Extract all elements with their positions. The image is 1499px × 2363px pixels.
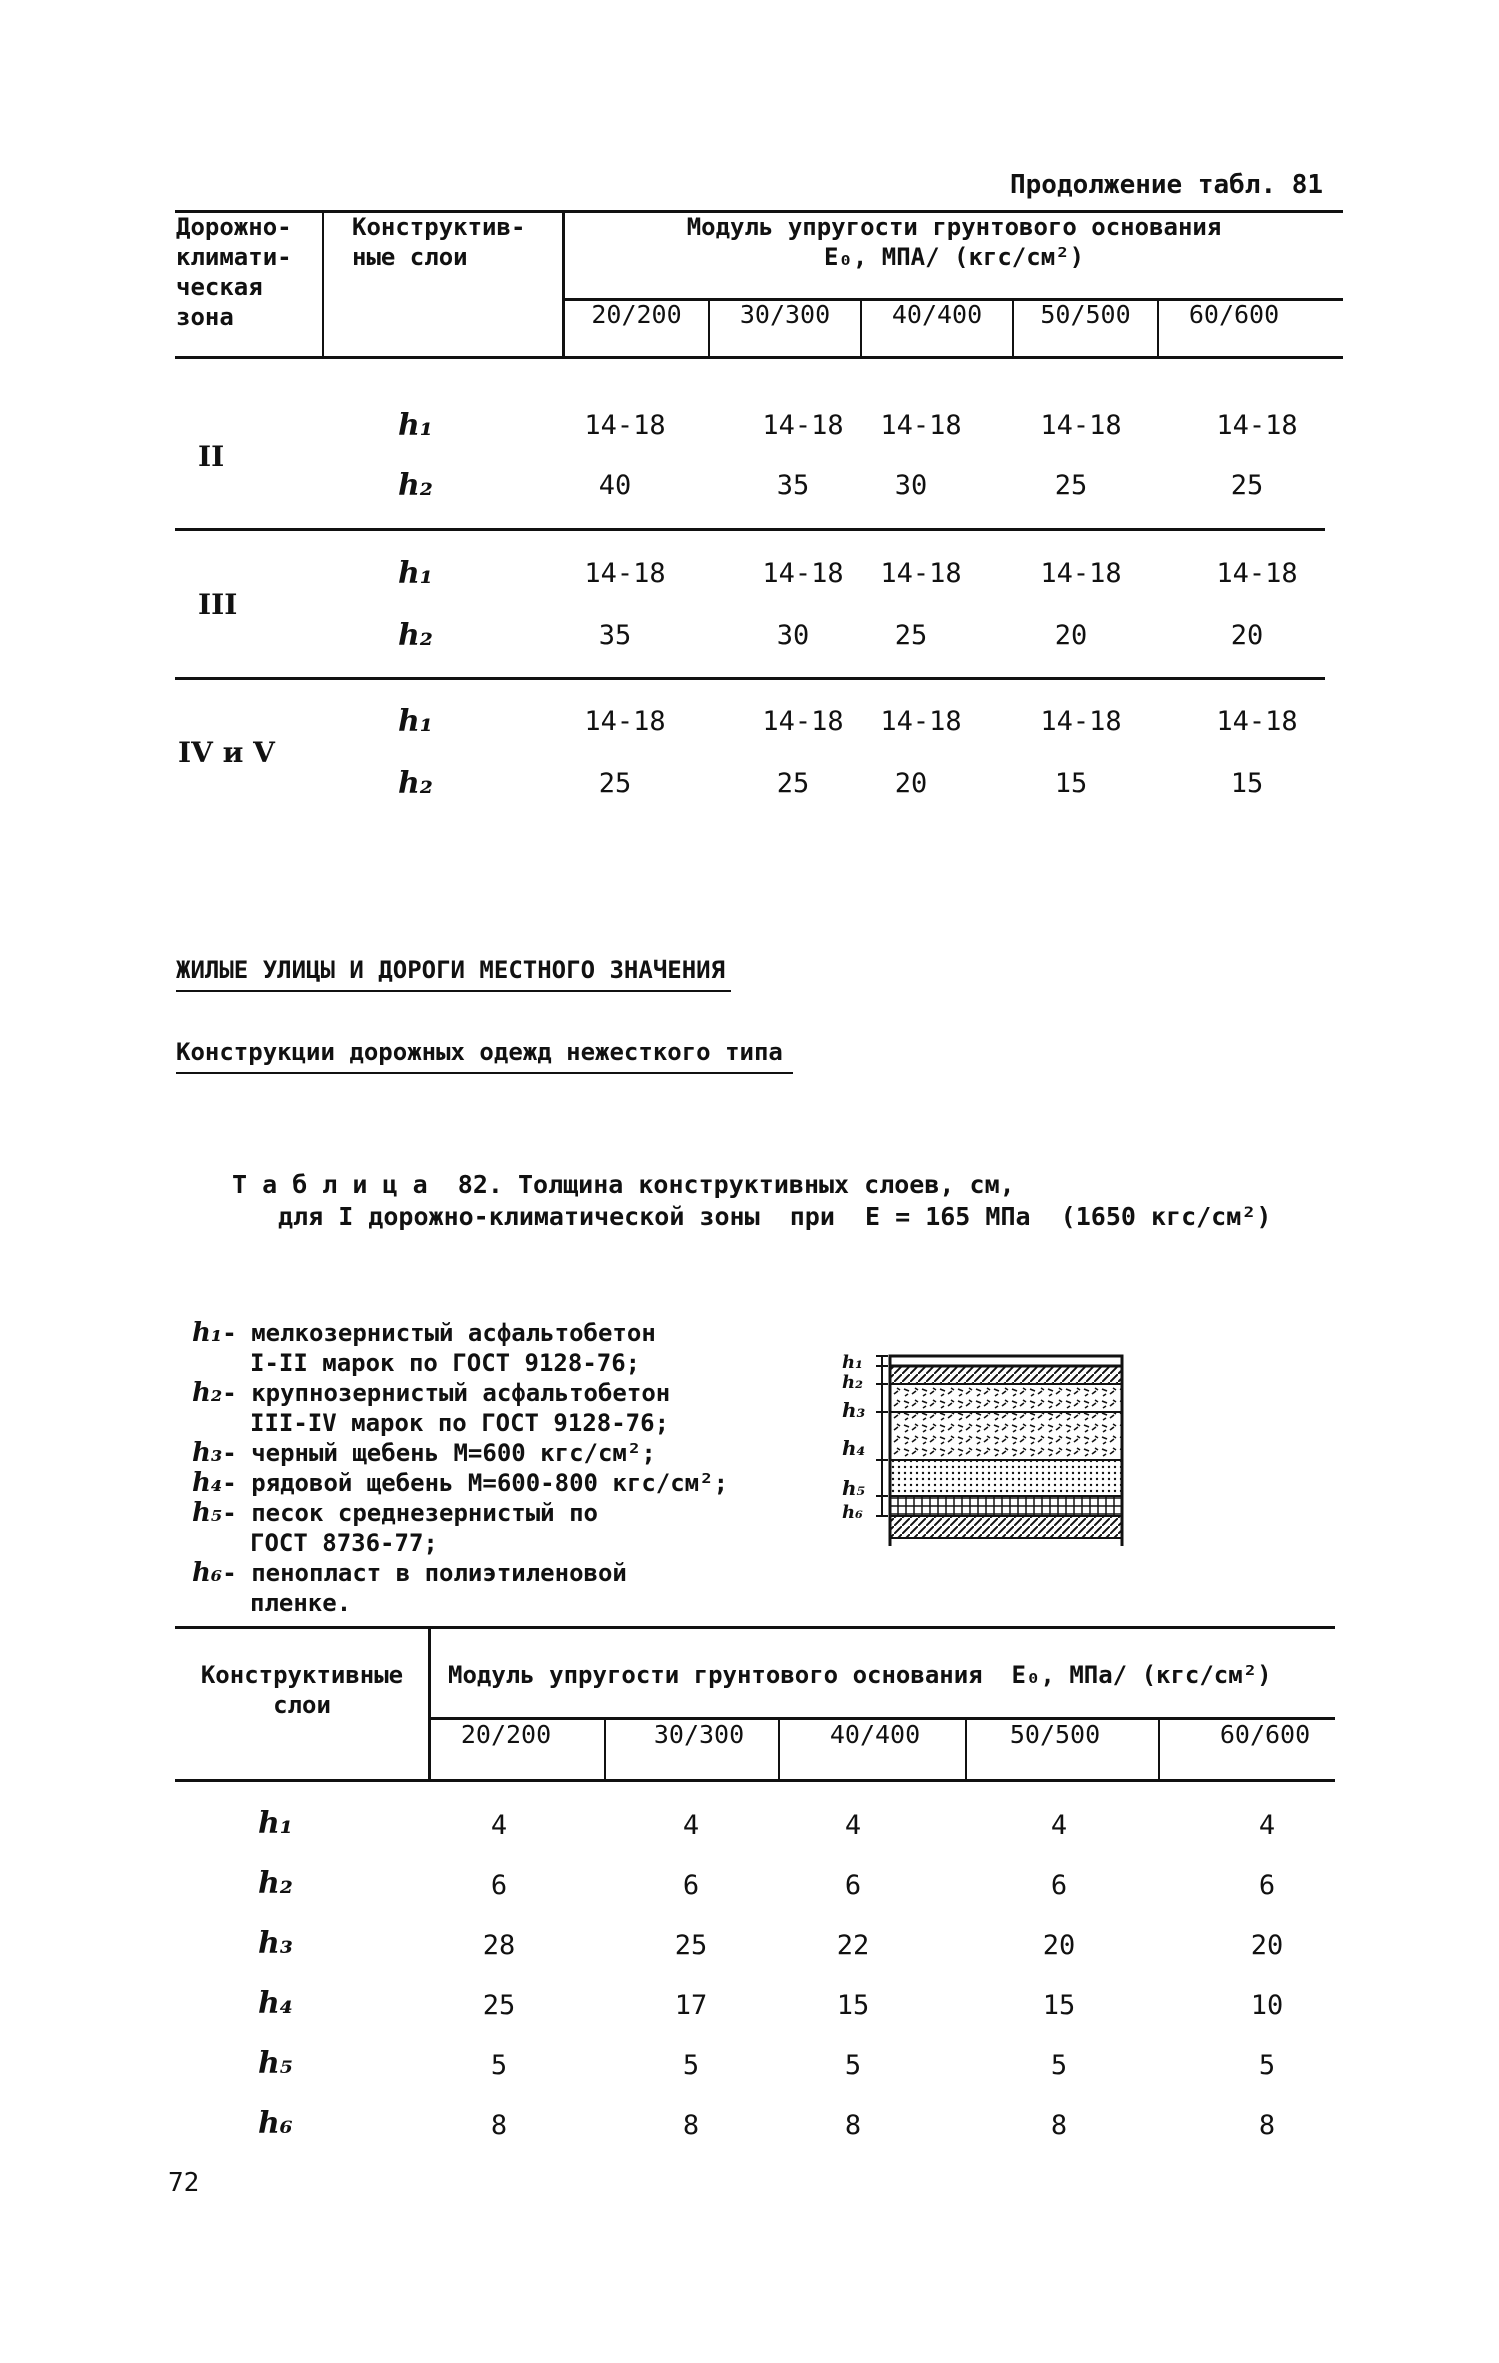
continuation-label: Продолжение табл. 81 [1010, 170, 1324, 200]
zone-label: II [198, 440, 225, 473]
table-cell: 25 [776, 768, 810, 799]
table-cell: 6 [1258, 1870, 1276, 1901]
diagram-label-h6: h₆ [842, 1502, 863, 1523]
table-cell: 35 [776, 470, 810, 501]
table-cell: 14-18 [1216, 410, 1298, 441]
table-cell: 4 [1258, 1810, 1276, 1841]
diagram-label-h5: h₅ [842, 1476, 866, 1500]
table-cell: 17 [674, 1990, 708, 2021]
layer-label: h₆ [258, 2106, 293, 2141]
table82-title-line2: для I дорожно-климатической зоны при E = 165 МПа (1650 кгс/см²) [278, 1202, 1272, 1231]
table-cell: 14-18 [762, 410, 844, 441]
legend-line: III-IV марок по ГОСТ 9128-76; [250, 1409, 670, 1437]
layer-label: h₁ [398, 408, 433, 443]
group-rule [175, 528, 1325, 531]
table-cell: 6 [844, 1870, 862, 1901]
table-cell: 14-18 [1216, 706, 1298, 737]
table-cell: 5 [844, 2050, 862, 2081]
table82-modulus-60: 60/600 [1219, 1720, 1311, 1749]
diagram-label-h3: h₃ [842, 1398, 866, 1422]
legend [192, 1318, 728, 1618]
section-heading: ЖИЛЫЕ УЛИЦЫ И ДОРОГИ МЕСТНОГО ЗНАЧЕНИЯ [176, 956, 731, 992]
table82-divider [1158, 1717, 1160, 1781]
table82-layers-header: Конструктивные слои [200, 1661, 404, 1719]
group-rule [175, 677, 1325, 680]
table82-modulus-40: 40/400 [829, 1720, 921, 1749]
layer-label: h₂ [398, 618, 433, 653]
legend-line: h₁- мелкозернистый асфальтобетон [192, 1318, 656, 1348]
diagram-label-h1: h₁ [842, 1352, 863, 1373]
table-cell: 5 [1258, 2050, 1276, 2081]
table-cell: 25 [674, 1930, 708, 1961]
layer-label: h₂ [398, 766, 433, 801]
table-cell: 30 [776, 620, 810, 651]
table-cell: 14-18 [584, 706, 666, 737]
layer-label: h₄ [258, 1986, 293, 2021]
legend-line: h₃- черный щебень М=600 кгс/см²; [192, 1438, 656, 1468]
table-cell: 14-18 [584, 558, 666, 589]
table-cell: 30 [894, 470, 928, 501]
layer-label: h₁ [258, 1806, 293, 1841]
table-cell: 4 [682, 1810, 700, 1841]
legend-line: пленке. [250, 1589, 352, 1617]
table82-header-bottom-rule [175, 1779, 1335, 1782]
table-cell: 8 [1258, 2110, 1276, 2141]
legend-line: ГОСТ 8736-77; [250, 1529, 438, 1557]
table-cell: 10 [1250, 1990, 1284, 2021]
table82-top-rule [175, 1626, 1335, 1629]
table-cell: 15 [836, 1990, 870, 2021]
legend-line: h₄- рядовой щебень М=600-800 кгс/см²; [192, 1468, 729, 1498]
layer-label: h₁ [398, 556, 433, 591]
table-cell: 14-18 [880, 558, 962, 589]
table81-modulus-header: Модуль упругости грунтового основания E₀, МПА/ (кгс/см²) [686, 213, 1222, 271]
table81-modulus-40: 40/400 [891, 300, 983, 329]
table-cell: 14-18 [1040, 410, 1122, 441]
table-cell: 5 [682, 2050, 700, 2081]
table82-modulus-50: 50/500 [1009, 1720, 1101, 1749]
table-cell: 6 [682, 1870, 700, 1901]
table-cell: 40 [598, 470, 632, 501]
layer-label: h₅ [258, 2046, 293, 2081]
page-number: 72 [168, 2168, 200, 2198]
table-cell: 20 [1250, 1930, 1284, 1961]
table-cell: 15 [1042, 1990, 1076, 2021]
table-cell: 20 [1042, 1930, 1076, 1961]
layer-label: h₂ [398, 468, 433, 503]
table82-divider [965, 1717, 967, 1781]
table-cell: 8 [844, 2110, 862, 2141]
table-cell: 20 [1230, 620, 1264, 651]
table81-zone-header: Дорожно- климати- ческая зона [176, 213, 292, 331]
layer-label: h₃ [258, 1926, 293, 1961]
table-cell: 25 [894, 620, 928, 651]
table81-modulus-30: 30/300 [739, 300, 831, 329]
layer-label: h₂ [258, 1866, 293, 1901]
table-cell: 15 [1230, 768, 1264, 799]
legend-line: h₂- крупнозернистый асфальтобетон [192, 1378, 671, 1408]
subsection-heading: Конструкции дорожных одежд нежесткого типа [176, 1038, 793, 1074]
table-cell: 4 [844, 1810, 862, 1841]
zone-label: III [198, 588, 238, 621]
table82-divider [778, 1717, 780, 1781]
table-cell: 20 [894, 768, 928, 799]
table-cell: 25 [598, 768, 632, 799]
table81-modulus-50: 50/500 [1040, 300, 1131, 329]
table82-divider [428, 1626, 431, 1782]
table82-modulus-20: 20/200 [460, 1720, 552, 1749]
table-cell: 8 [490, 2110, 508, 2141]
diagram-label-h4: h₄ [842, 1436, 866, 1460]
table-cell: 8 [682, 2110, 700, 2141]
table82-modulus-header: Модуль упругости грунтового основания E₀, МПа/ (кгс/см²) [448, 1661, 1272, 1689]
table81-modulus-20: 20/200 [591, 300, 682, 329]
table82-divider [604, 1717, 606, 1781]
layer-label: h₁ [398, 704, 433, 739]
table82-title-line1: Т а б л и ц а 82. Толщина конструктивных слоев, см, [232, 1170, 1015, 1199]
table-cell: 5 [490, 2050, 508, 2081]
table-cell: 6 [490, 1870, 508, 1901]
table-cell: 14-18 [762, 706, 844, 737]
table-cell: 25 [1054, 470, 1088, 501]
table-cell: 6 [1050, 1870, 1068, 1901]
table-cell: 5 [1050, 2050, 1068, 2081]
table81-modulus-60: 60/600 [1188, 300, 1280, 329]
table-cell: 15 [1054, 768, 1088, 799]
legend-line: h₆- пенопласт в полиэтиленовой [192, 1558, 627, 1588]
table81-header-bottom-rule [175, 356, 1343, 359]
table-cell: 14-18 [1040, 706, 1122, 737]
table-cell: 4 [1050, 1810, 1068, 1841]
table-cell: 28 [482, 1930, 516, 1961]
table-cell: 20 [1054, 620, 1088, 651]
table-cell: 14-18 [584, 410, 666, 441]
table-cell: 8 [1050, 2110, 1068, 2141]
table-cell: 14-18 [1040, 558, 1122, 589]
zone-label: IV и V [178, 736, 275, 769]
table-cell: 25 [1230, 470, 1264, 501]
pavement-layers-diagram [830, 1350, 1130, 1550]
diagram-label-h2: h₂ [842, 1372, 863, 1393]
table81-divider [322, 210, 324, 358]
table-cell: 14-18 [880, 410, 962, 441]
table81-layers-header: Конструктив- ные слои [352, 213, 526, 271]
legend-line: I-II марок по ГОСТ 9128-76; [250, 1349, 641, 1377]
table-cell: 22 [836, 1930, 870, 1961]
table-cell: 4 [490, 1810, 508, 1841]
legend-line: h₅- песок среднезернистый по [192, 1498, 598, 1528]
table-cell: 25 [482, 1990, 516, 2021]
table-cell: 14-18 [1216, 558, 1298, 589]
table-cell: 14-18 [880, 706, 962, 737]
table-cell: 14-18 [762, 558, 844, 589]
table82-modulus-30: 30/300 [653, 1720, 745, 1749]
table-cell: 35 [598, 620, 632, 651]
